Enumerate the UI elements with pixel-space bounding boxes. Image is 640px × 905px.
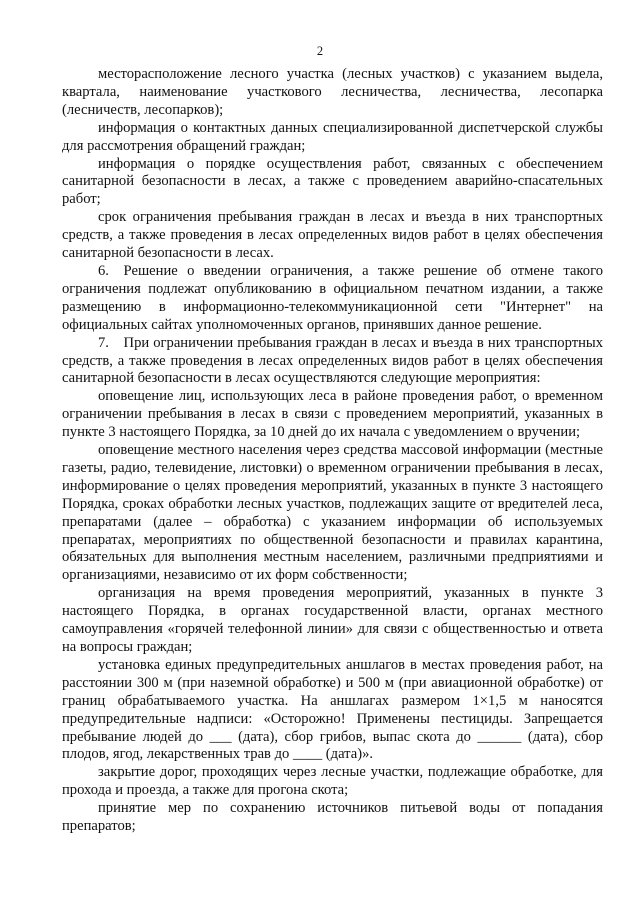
- paragraph: информация о контактных данных специализированной диспетчерской службы для рассмотрения обращений граждан;: [62, 119, 603, 154]
- numbered-paragraph-6: 6. Решение о введении ограничения, а также решение об отмене такого ограничения подлежат опубликованию в официальном печатном издании, а также размещению в информационно-телекоммуникационной сети "Интернет" на официальных сайтах уполномоченных органов, принявших данное решение.: [62, 262, 603, 333]
- paragraph: срок ограничения пребывания граждан в лесах и въезда в них транспортных средств, а также проведения в лесах определенных видов работ в целях обеспечения санитарной безопасности в лесах.: [62, 209, 603, 262]
- paragraph: информация о порядке осуществления работ, связанных с обеспечением санитарной безопасности в лесах, а также с проведением аварийно-спасательных работ;: [62, 155, 603, 208]
- numbered-paragraph-7: 7. При ограничении пребывания граждан в лесах и въезда в них транспортных средств, а также проведения в лесах определенных видов работ в целях обеспечения санитарной безопасности в лесах осуществляются следующие мероприятия:: [62, 334, 603, 387]
- paragraph: оповещение лиц, использующих леса в районе проведения работ, о временном ограничении пребывания в лесах в связи с проведением мероприятий, указанных в пункте 3 настоящего Порядка, за 10 дней до их начала с уведомлением о вручении;: [62, 388, 603, 441]
- paragraph: оповещение местного населения через средства массовой информации (местные газеты, радио, телевидение, листовки) о временном ограничении пребывания в лесах, информирование о целях проведения мероприятий, указанных в пункте 3 настоящего Порядка, сроках обработки лесных участков, подлежащих защите от вредителей леса, препаратами (далее – обработка) с указанием информации об используемых препаратах, мероприятиях по общественной безопасности и правилах карантина, обязательных для выполнения местным населением, различными предприятиями и организациями, независимо от их форм собственности;: [62, 442, 603, 584]
- paragraph: закрытие дорог, проходящих через лесные участки, подлежащие обработке, для прохода и проезда, а также для прогона скота;: [62, 764, 603, 799]
- paragraph: установка единых предупредительных аншлагов в местах проведения работ, на расстоянии 300 м (при наземной обработке) и 500 м (при авиационной обработке) от границ обрабатываемого участка. На аншлагах размером 1×1,5 м наносятся предупредительные надписи: «Осторожно! Применены пестициды. Запрещается пребывание людей до ___ (дата), сбор грибов, выпас скота до ______ (дата), сбор плодов, ягод, лекарственных трав до ____ (дата)».: [62, 656, 603, 763]
- paragraph: месторасположение лесного участка (лесных участков) с указанием выдела, квартала, наименование участкового лесничества, лесничества, лесопарка (лесничеств, лесопарков);: [62, 66, 603, 118]
- paragraph: принятие мер по сохранению источников питьевой воды от попадания препаратов;: [62, 800, 603, 835]
- document-body: [62, 66, 603, 836]
- page-number: 2: [316, 44, 324, 58]
- paragraph: организация на время проведения мероприятий, указанных в пункте 3 настоящего Порядка, в органах государственной власти, органах местного самоуправления «горячей телефонной линии» для связи с общественностью и ответа на вопросы граждан;: [62, 585, 603, 655]
